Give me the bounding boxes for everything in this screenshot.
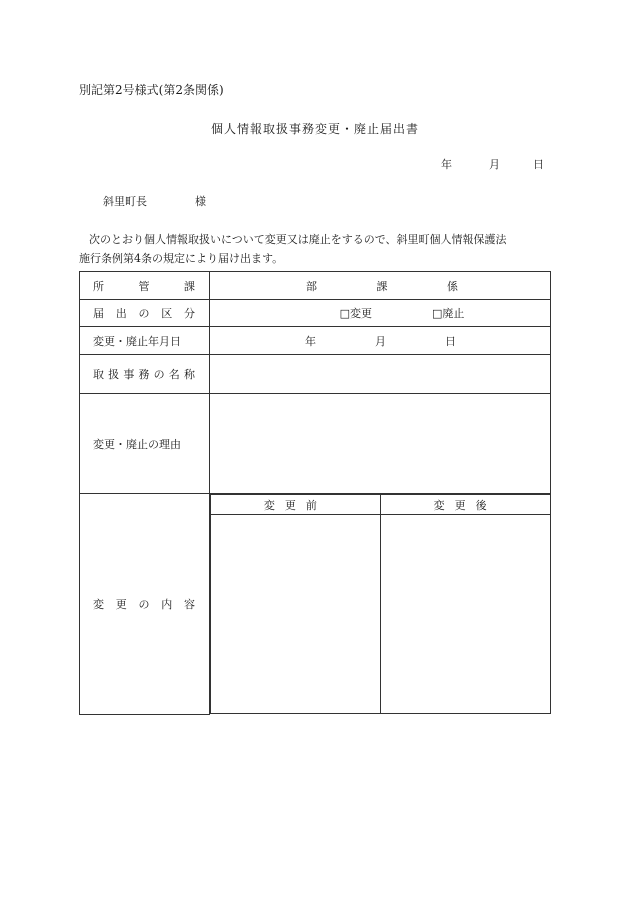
label-change-content: [80, 494, 210, 715]
row-reason: [80, 394, 551, 494]
body-text: [79, 230, 559, 268]
reason-field[interactable]: [210, 394, 551, 494]
body-line-2: 施行条例第4条の規定により届け出ます。: [79, 252, 284, 265]
date-day-label: 日: [533, 158, 544, 171]
after-header: [380, 495, 550, 515]
label-char: 容: [184, 597, 195, 611]
row-department: [80, 272, 551, 300]
before-header: [211, 495, 381, 515]
label-department: [80, 272, 210, 300]
label-char: 届: [93, 307, 104, 320]
label-char: 区: [161, 307, 173, 320]
change-date-month: 月: [375, 334, 386, 348]
change-content-area: [210, 494, 551, 715]
label-char: 扱: [108, 368, 120, 381]
label-char: 事: [123, 368, 135, 381]
label-char: 出: [115, 307, 127, 320]
label-char: 更: [115, 597, 127, 611]
after-content-field[interactable]: [380, 515, 550, 714]
addressee-name: 斜里町長: [103, 195, 147, 208]
label-char: 名: [168, 368, 180, 381]
change-date-day: 日: [445, 334, 456, 348]
label-char: 管: [138, 279, 150, 293]
row-notification-type: [80, 300, 551, 327]
label-notification-type: [80, 300, 210, 327]
change-content-inner-table: [210, 494, 551, 714]
document-title: 個人情報取扱事務変更・廃止届出書: [210, 122, 419, 136]
row-affair-name: [80, 355, 551, 394]
addressee: [103, 193, 206, 209]
date-month-label: 月: [489, 158, 500, 171]
affair-name-field[interactable]: [210, 355, 551, 394]
label-char: の: [138, 307, 150, 320]
label-char: 所: [93, 279, 104, 293]
label-affair-name: [80, 355, 210, 394]
label-char: 称: [183, 368, 195, 381]
form-reference: 別記第2号様式(第2条関係): [79, 83, 224, 97]
body-line-1: 次のとおり個人情報取扱いについて変更又は廃止をするので、斜里町個人情報保護法: [89, 233, 507, 246]
label-char: 分: [184, 307, 195, 320]
abolish-checkbox[interactable]: □廃止: [432, 307, 465, 320]
submission-date: [441, 156, 544, 172]
notification-form-table: [79, 271, 551, 715]
before-header-label: 変更前: [263, 498, 327, 512]
label-char: 内: [161, 597, 173, 611]
label-char: の: [138, 597, 150, 611]
label-char: 変: [93, 597, 104, 611]
ka-label: 課: [376, 279, 388, 293]
label-reason: 変更・廃止の理由: [80, 394, 210, 494]
notification-type-field: [210, 300, 551, 327]
change-date-field[interactable]: [210, 327, 551, 355]
date-year-label: 年: [441, 158, 452, 171]
bu-label: 部: [306, 279, 317, 293]
row-change-content: [80, 494, 551, 715]
label-char: 課: [184, 279, 195, 293]
label-char: の: [153, 368, 165, 381]
change-date-year: 年: [305, 334, 316, 348]
before-content-field[interactable]: [211, 515, 381, 714]
kakari-label: 係: [447, 279, 458, 293]
after-header-label: 変更後: [433, 498, 497, 512]
label-change-date: 変更・廃止年月日: [80, 327, 210, 355]
department-field[interactable]: [210, 272, 551, 300]
label-char: 務: [138, 368, 150, 381]
label-char: 取: [93, 368, 104, 381]
change-checkbox[interactable]: □変更: [339, 307, 372, 320]
addressee-honorific: 様: [195, 195, 206, 208]
row-change-date: [80, 327, 551, 355]
